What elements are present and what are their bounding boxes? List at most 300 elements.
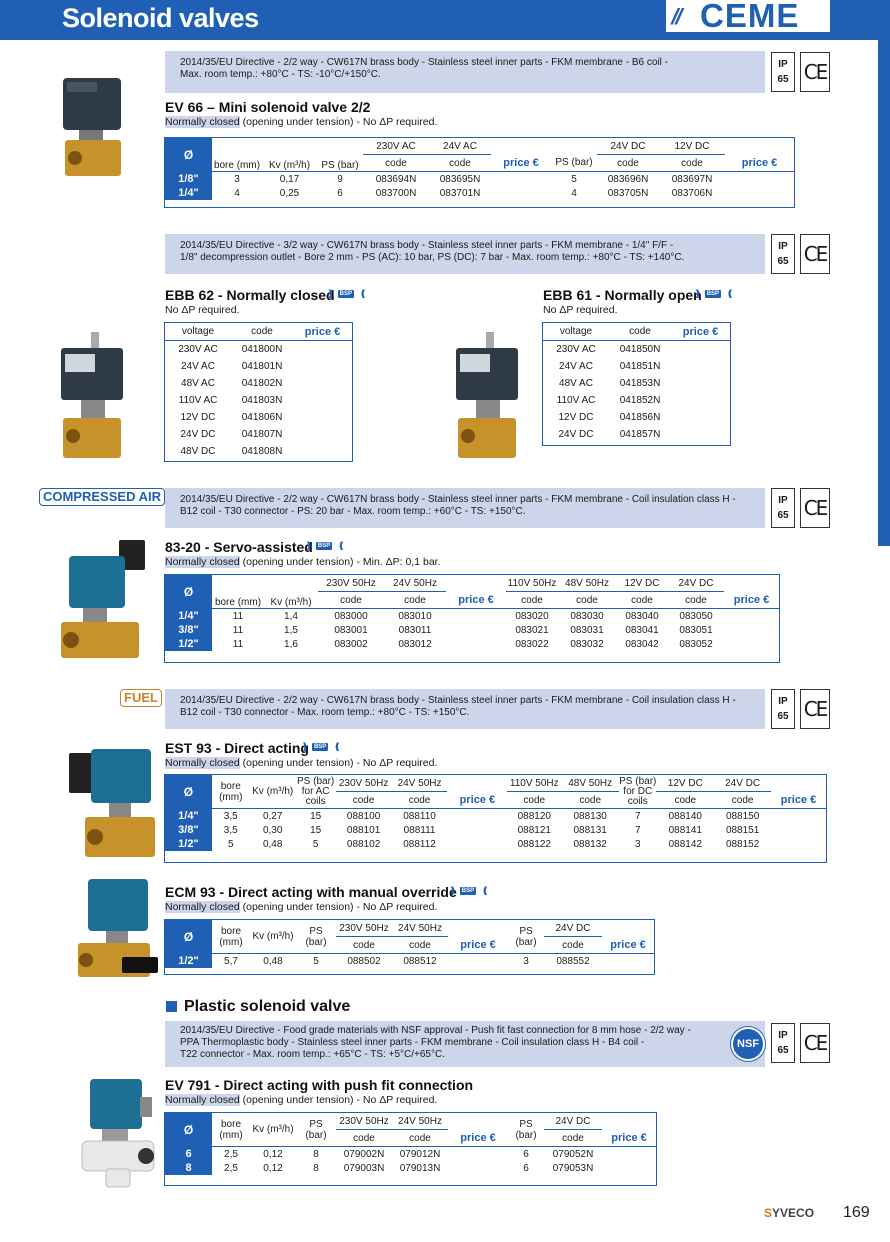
row-voltage: 12V DC [180,412,216,423]
row-code: 088122 [517,838,551,850]
row-voltage: 12V DC [558,412,594,423]
page-number: 169 [843,1204,870,1221]
row-kv: 0,30 [262,824,283,836]
row-bore: 11 [232,610,244,622]
row-code: 083031 [570,624,604,636]
header-code: code [685,594,707,606]
row-code: 041852N [619,395,661,406]
header-voltage: 230V AC [363,138,429,155]
row-bore: 11 [232,624,244,636]
row-size: 1/2" [165,637,212,651]
ce-mark-icon: CE [800,488,830,528]
header-line: bore [220,1118,241,1130]
row-ps: 8 [313,1162,319,1174]
row-size: 6 [165,1147,212,1162]
badge-line: 65 [777,510,789,521]
row-kv: 0,48 [263,955,283,967]
header-line: PS (bar) [297,775,335,787]
ce-mark-icon: CE [800,1023,830,1063]
compressed-air-tag: COMPRESSED AIR [39,488,165,506]
row-ps: 9 [337,173,343,185]
header-voltage: voltage [165,323,231,341]
header-price: price € [459,793,496,806]
port-shape [63,632,79,648]
badge-line: IP [778,59,788,70]
header-diameter: Ø [165,138,212,172]
stem-shape [109,803,131,817]
row-size: 3/8" [165,823,212,837]
bsp-icon: )) BSP (( [338,290,354,298]
desc-line: PPA Thermoplastic body - Stainless steel inner parts - FKM membrane - Coil insulation class H - B4 coil - [180,1037,645,1048]
row-voltage: 24V AC [181,361,215,372]
title-text: ECM 93 - Direct acting with manual override [165,884,457,900]
row-code: 088121 [517,824,551,836]
row-code: 041853N [619,378,661,389]
row-ps: 7 [634,824,641,836]
header-code: code [340,594,362,606]
ip65-badge [771,488,795,528]
header-bore [212,920,250,954]
ev791-table [165,1113,656,1175]
ce-mark-icon: CE [800,52,830,92]
row-voltage: 24V AC [559,361,593,372]
row-code: 083041 [625,624,659,636]
port-shape [79,953,93,967]
header-voltage: 110V 50Hz [507,775,561,792]
header-ps [296,1113,336,1147]
row-voltage: 24V DC [558,429,594,440]
ip65-badge [771,52,795,92]
row-code: 083701N [439,187,481,199]
row-voltage: 48V AC [559,378,593,389]
row-code: 088141 [668,824,702,836]
ev66-description [165,51,765,93]
subtitle-text: (opening under tension) - No ΔP required. [239,757,438,769]
row-size: 1/8" [165,172,212,187]
header-code: code [404,594,426,606]
stem-shape [81,400,105,418]
port-shape [87,829,103,845]
row-code: 088142 [668,838,702,850]
fuel-tag: FUEL [120,689,162,707]
coil-shape [69,556,125,608]
header-kv: Kv (m³/h) [252,786,294,797]
desc-line: B12 coil - T30 connector - PS: 20 bar - Max. room temp.: +60°C - TS: +150°C. [180,506,526,517]
header-kv: Kv (m³/h) [268,160,311,171]
header-price: price € [733,593,770,606]
row-code: 083705N [607,187,649,199]
header-voltage: 48V 50Hz [558,575,616,592]
est93-product-image [65,733,160,863]
ebb62-title [165,287,354,303]
row-code: 083010 [398,610,432,622]
header-code: code [674,794,697,806]
s8320-title [165,539,332,555]
header-code: code [231,323,293,341]
row-kv: 0,12 [263,1162,283,1174]
est93-description [165,689,765,729]
row-code: 041806N [241,412,283,423]
badge-line: 65 [777,1045,789,1056]
header-line: (mm) [219,1129,243,1141]
header-diameter: Ø [165,775,212,809]
row-code: 079053N [552,1162,594,1174]
subtitle-text: (opening under tension) - No ΔP required. [239,901,438,913]
row-code: 083042 [625,638,659,650]
row-code: 083011 [398,624,432,636]
header-voltage: voltage [543,323,609,341]
row-kv: 0,25 [279,187,300,199]
row-code: 083052 [679,638,713,650]
row-size: 1/2" [165,837,212,851]
header-voltage: 24V 50Hz [392,775,448,792]
logo-mark-icon: // [668,4,684,29]
row-voltage: 110V AC [178,395,218,406]
coil-shape [90,1079,142,1129]
row-ps: 7 [634,810,641,822]
header-diameter: Ø [165,575,212,609]
ev791-subtitle [165,1094,437,1106]
row-code: 083706N [671,187,713,199]
row-code: 088101 [346,824,381,836]
row-ps: 6 [523,1148,529,1160]
brand-text: YVECO [772,1206,815,1220]
header-code: code [409,1132,431,1144]
ebb61-title [543,287,721,303]
header-line: for DC [623,785,653,797]
header-ps: PS (bar) [555,157,593,169]
stem-shape [486,332,494,350]
stem-shape [83,608,107,622]
ip65-badge [771,1023,795,1063]
section-bullet-icon [166,1001,177,1012]
header-voltage: 12V DC [616,575,668,592]
header-voltage: 230V 50Hz [318,575,384,592]
header-price: price € [460,938,496,951]
row-code: 088112 [403,838,436,850]
ecm93-table [165,920,654,968]
badge-line: IP [778,241,788,252]
port-shape [66,429,80,443]
row-code: 088111 [403,824,436,836]
label-shape [460,354,490,372]
ebb62-subtitle: No ΔP required. [165,304,240,316]
s8320-subtitle [165,556,441,568]
row-bore: 3,5 [223,810,238,822]
row-bore: 5,7 [224,955,238,967]
row-voltage: 24V DC [180,429,216,440]
header-line: bore [220,925,241,937]
row-kv: 1,5 [284,624,298,636]
subtitle-highlight: Normally closed [165,116,240,128]
row-size: 3/8" [165,623,212,637]
bsp-icon: )) BSP (( [312,743,328,751]
row-ps: 6 [337,187,343,199]
header-ps [296,920,336,954]
header-voltage: 230V 50Hz [336,1113,392,1130]
header-code: code [353,939,375,951]
subtitle-text: (opening under tension) - No ΔP required. [239,116,438,128]
s8320-description [165,488,765,528]
subtitle-text: (opening under tension) - Min. ΔP: 0,1 bar. [239,556,441,568]
row-code: 079012N [399,1148,441,1160]
header-voltage: 48V 50Hz [561,775,619,792]
header-line: (bar) [515,1129,537,1141]
row-size: 1/4" [165,809,212,824]
row-code: 088102 [346,838,381,850]
row-ps: 5 [313,955,319,967]
desc-line: 2014/35/EU Directive - 2/2 way - CW617N brass body - Stainless steel inner parts - FKM membrane - Coil insulation class H - [180,494,736,505]
row-code: 041801N [241,361,283,372]
est93-title [165,740,328,756]
desc-line: 2014/35/EU Directive - 3/2 way - CW617N brass body - Stainless steel inner parts - FKM membrane - 1/4" F/F - [180,240,674,251]
desc-line: Max. room temp.: +80°C - TS: -10°C/+150°C. [180,69,381,80]
label-shape [65,354,95,372]
header-kv: Kv (m³/h) [270,597,312,608]
header-code: code [681,157,703,169]
desc-line: B12 coil - T30 connector - Max. room temp.: +80°C - TS: +150°C. [180,707,470,718]
est93-subtitle [165,757,437,769]
subtitle-highlight: Normally closed [165,556,240,568]
row-code: 083694N [375,173,417,185]
section-title: Plastic solenoid valve [184,998,351,1015]
row-code: 088140 [668,810,702,822]
row-code: 083695N [439,173,481,185]
nsf-badge-icon: NSF [731,1027,765,1061]
header-voltage: 24V 50Hz [392,1113,448,1130]
header-voltage: 230V 50Hz [336,775,392,792]
row-size: 1/4" [165,609,212,624]
header-ps-ac [296,775,336,809]
header-bore: bore (mm) [214,597,262,608]
ecm93-title [165,884,476,900]
header-line: (mm) [219,936,243,948]
side-stripe [878,40,890,546]
header-voltage: 24V DC [544,1113,602,1130]
header-voltage: 230V 50Hz [336,920,392,937]
row-voltage: 48V AC [181,378,215,389]
desc-line: 2014/35/EU Directive - 2/2 way - CW617N brass body - Stainless steel inner parts - FKM membrane - Coil insulation class H - [180,695,736,706]
row-size: 1/2" [165,954,212,969]
header-code: code [408,794,431,806]
header-voltage: 24V DC [714,775,771,792]
ebb61-subtitle: No ΔP required. [543,304,618,316]
header-ps-dc [619,775,656,809]
header-code: code [521,594,543,606]
desc-line: 2014/35/EU Directive - Food grade materials with NSF approval - Push fit fast connection for 8 mm hose - 2/2 way - [180,1025,691,1036]
row-code: 083020 [515,610,549,622]
subtitle-highlight: Normally closed [165,1094,240,1106]
header-price: price € [458,593,494,606]
row-code: 083697N [671,173,713,185]
title-text: EBB 61 - Normally open [543,287,702,303]
row-kv: 0,48 [262,838,283,850]
row-code: 083001 [334,624,368,636]
row-code: 088130 [573,810,607,822]
lever-shape [122,957,158,973]
header-price: price € [503,156,539,169]
header-bore: bore (mm) [213,160,261,171]
desc-line: 1/8" decompression outlet - Bore 2 mm - PS (AC): 10 bar, PS (DC): 7 bar - Max. room temp.: +80°C - TS: +140°C. [180,252,685,263]
header-voltage: 24V DC [668,575,724,592]
row-code: 088100 [346,810,381,822]
header-code: code [631,594,653,606]
row-code: 088151 [725,824,760,836]
footer-brand [764,1206,814,1220]
header-line: PS [309,1118,323,1130]
row-bore: 3,5 [223,824,238,836]
row-code: 079003N [343,1162,385,1174]
row-voltage: 48V DC [180,446,216,457]
row-ps: 3 [634,838,641,850]
brand-s-icon: S [764,1206,773,1220]
row-code: 083040 [625,610,659,622]
row-bore: 3 [234,173,240,185]
row-code: 088512 [403,955,437,967]
ev66-title: EV 66 – Mini solenoid valve 2/2 [165,99,371,115]
title-text: EST 93 - Direct acting [165,740,309,756]
row-code: 083012 [398,638,432,650]
header-line: PS (bar) [619,775,657,787]
header-code: code [385,157,407,169]
subtitle-highlight: Normally closed [165,901,240,913]
header-price: price € [741,156,778,169]
s8320-table [165,575,779,651]
header-kv: Kv (m³/h) [252,931,294,942]
brand-logo [666,0,830,32]
stem-shape [79,130,103,140]
row-code: 088120 [517,810,551,822]
header-code: code [353,1132,375,1144]
header-price: price € [611,1131,647,1144]
row-code: 088150 [725,810,760,822]
row-kv: 0,17 [279,173,300,185]
row-ps: 15 [310,824,322,836]
row-ps: 4 [571,187,577,199]
badge-line: 65 [777,711,789,722]
row-bore: 5 [227,838,234,850]
row-kv: 1,6 [284,638,298,650]
s8320-product-image [55,538,150,663]
brand-name: CEME [700,0,800,34]
stem-shape [106,931,128,943]
page-title: Solenoid valves [62,3,259,33]
coil-shape [88,879,148,931]
title-text: EBB 62 - Normally closed [165,287,335,303]
badge-line: IP [778,495,788,506]
header-line: (bar) [305,1129,327,1141]
header-code: code [609,323,671,341]
header-line: PS [519,1118,533,1130]
row-code: 088152 [725,838,760,850]
header-line: (bar) [305,936,327,948]
header-line: for AC [301,785,330,797]
ebb61-table [543,323,730,443]
header-voltage: 24V AC [429,138,491,155]
header-voltage: 12V DC [659,138,725,155]
row-code: 041851N [619,361,661,372]
stem-shape [476,400,500,418]
row-bore: 2,5 [224,1148,238,1160]
header-code: code [562,1132,584,1144]
row-code: 083022 [515,638,549,650]
connector-shape [140,1097,152,1117]
desc-line: 2014/35/EU Directive - 2/2 way - CW617N brass body - Stainless steel inner parts - FKM membrane - B6 coil - [180,57,668,68]
header-ps: PS (bar) [321,160,359,171]
header-voltage: 110V 50Hz [506,575,558,592]
ebb62-table [165,323,352,460]
ev66-product-image [55,70,135,185]
ebb62-product-image [55,330,135,465]
ev66-table [165,138,794,200]
header-voltage: 24V 50Hz [384,575,446,592]
header-line: coils [627,795,648,807]
header-bore [212,1113,250,1147]
header-kv: Kv (m³/h) [252,1124,294,1135]
row-voltage: 110V AC [556,395,596,406]
ce-mark-icon: CE [800,234,830,274]
plastic-body-shape [106,1169,130,1187]
subtitle-highlight: Normally closed [165,757,240,769]
row-code: 088552 [556,955,590,967]
ebb61-product-image [450,330,530,465]
row-code: 083051 [679,624,713,636]
row-code: 088502 [347,955,381,967]
header-line: coils [305,795,326,807]
row-ps: 5 [571,173,577,185]
ev66-subtitle [165,116,437,128]
header-code: code [409,939,431,951]
row-code: 079002N [343,1148,385,1160]
row-bore: 11 [232,638,244,650]
header-diameter: Ø [165,920,212,954]
row-code: 083050 [679,610,713,622]
row-ps: 6 [523,1162,529,1174]
row-code: 041807N [241,429,283,440]
header-price: price € [610,938,646,951]
header-ps [508,1113,544,1147]
header-line: (mm) [219,791,243,803]
row-code: 041808N [241,446,283,457]
row-ps: 3 [523,955,529,967]
header-line: bore [220,780,241,792]
ip65-badge [771,689,795,729]
plastic-description [165,1021,765,1067]
header-price: price € [460,1131,496,1144]
row-code: 088131 [573,824,607,836]
row-size: 8 [165,1161,212,1175]
row-code: 041857N [619,429,661,440]
row-code: 088110 [403,810,436,822]
header-code: code [523,794,546,806]
header-voltage: 12V DC [656,775,714,792]
ecm93-product-image [72,875,162,985]
row-voltage: 230V AC [556,344,596,355]
est93-table [165,775,826,851]
row-code: 083000 [334,610,368,622]
title-text: 83-20 - Servo-assisted [165,539,313,555]
row-ps: 15 [310,810,322,822]
row-code: 041803N [241,395,283,406]
row-bore: 4 [234,187,240,199]
header-code: code [352,794,375,806]
row-kv: 0,27 [262,810,283,822]
subtitle-text: (opening under tension) - No ΔP required. [239,1094,438,1106]
row-code: 083032 [570,638,604,650]
row-code: 079013N [399,1162,441,1174]
row-ps: 5 [312,838,319,850]
badge-line: IP [778,1030,788,1041]
